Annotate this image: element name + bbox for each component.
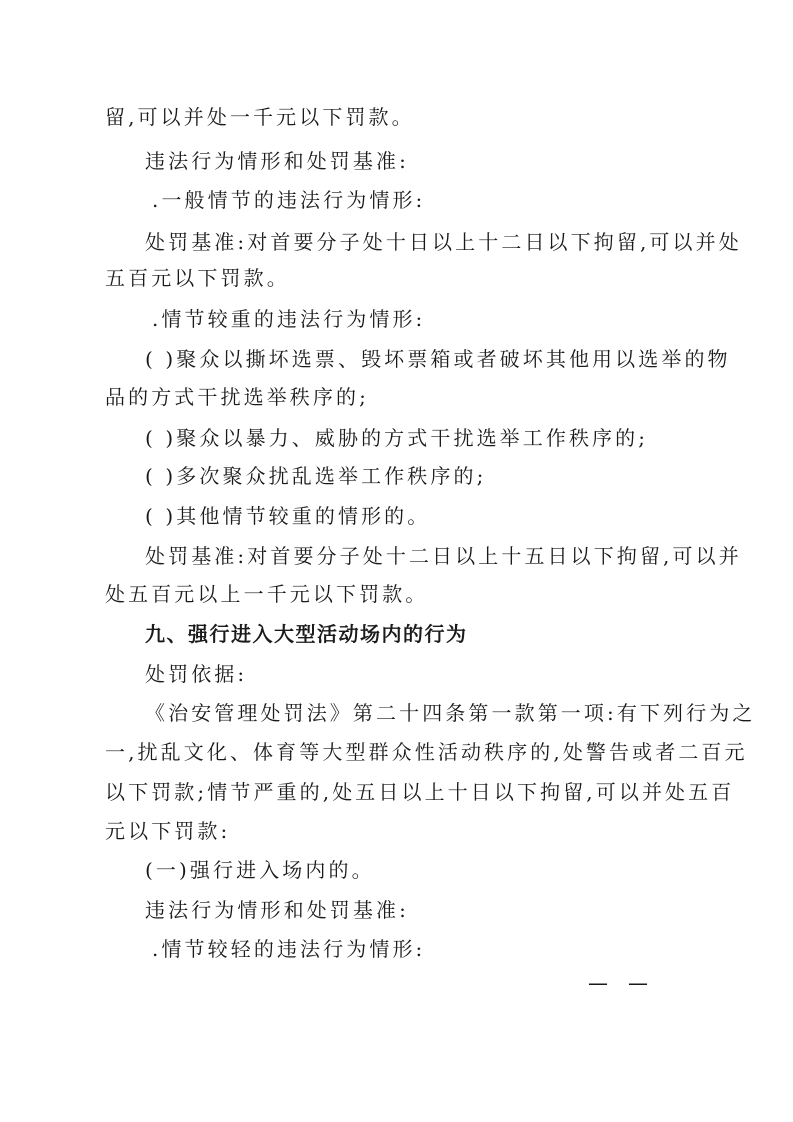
text-line: 违法行为情形和处罚基准: bbox=[145, 149, 409, 173]
text-line: 处五百元以上一千元以下罚款。 bbox=[105, 582, 429, 606]
text-line: 以下罚款;情节严重的,处五日以上十日以下拘留,可以并处五百 bbox=[105, 780, 735, 804]
text-line: 一,扰乱文化、体育等大型群众性活动秩序的,处警告或者二百元 bbox=[105, 740, 748, 764]
text-line: 《治安管理处罚法》第二十四条第一款第一项:有下列行为之 bbox=[145, 701, 756, 725]
page-number: — — bbox=[588, 971, 648, 995]
text-line: 五百元以下罚款。 bbox=[105, 266, 290, 290]
text-line: 处罚基准:对首要分子处十日以上十二日以下拘留,可以并处 bbox=[145, 230, 742, 254]
text-line: .情节较轻的违法行为情形: bbox=[152, 937, 426, 961]
text-line: (一)强行进入场内的。 bbox=[145, 858, 375, 882]
text-line: 违法行为情形和处罚基准: bbox=[145, 898, 409, 922]
text-line: 处罚依据: bbox=[145, 662, 248, 686]
text-line: ( )聚众以暴力、威胁的方式干扰选举工作秩序的; bbox=[145, 426, 649, 450]
section-heading: 九、强行进入大型活动场内的行为 bbox=[145, 622, 468, 646]
text-line: 处罚基准:对首要分子处十二日以上十五日以下拘留,可以并 bbox=[145, 544, 742, 568]
text-line: 留,可以并处一千元以下罚款。 bbox=[105, 105, 415, 129]
text-line: .一般情节的违法行为情形: bbox=[152, 188, 426, 212]
text-line: ( )其他情节较重的情形的。 bbox=[145, 504, 431, 528]
text-line: ( )聚众以撕坏选票、毁坏票箱或者破坏其他用以选举的物 bbox=[145, 347, 731, 371]
text-line: ( )多次聚众扰乱选举工作秩序的; bbox=[145, 464, 487, 488]
text-line: .情节较重的违法行为情形: bbox=[152, 307, 426, 331]
text-line: 元以下罚款: bbox=[105, 819, 231, 843]
text-line: 品的方式干扰选举秩序的; bbox=[105, 385, 369, 409]
